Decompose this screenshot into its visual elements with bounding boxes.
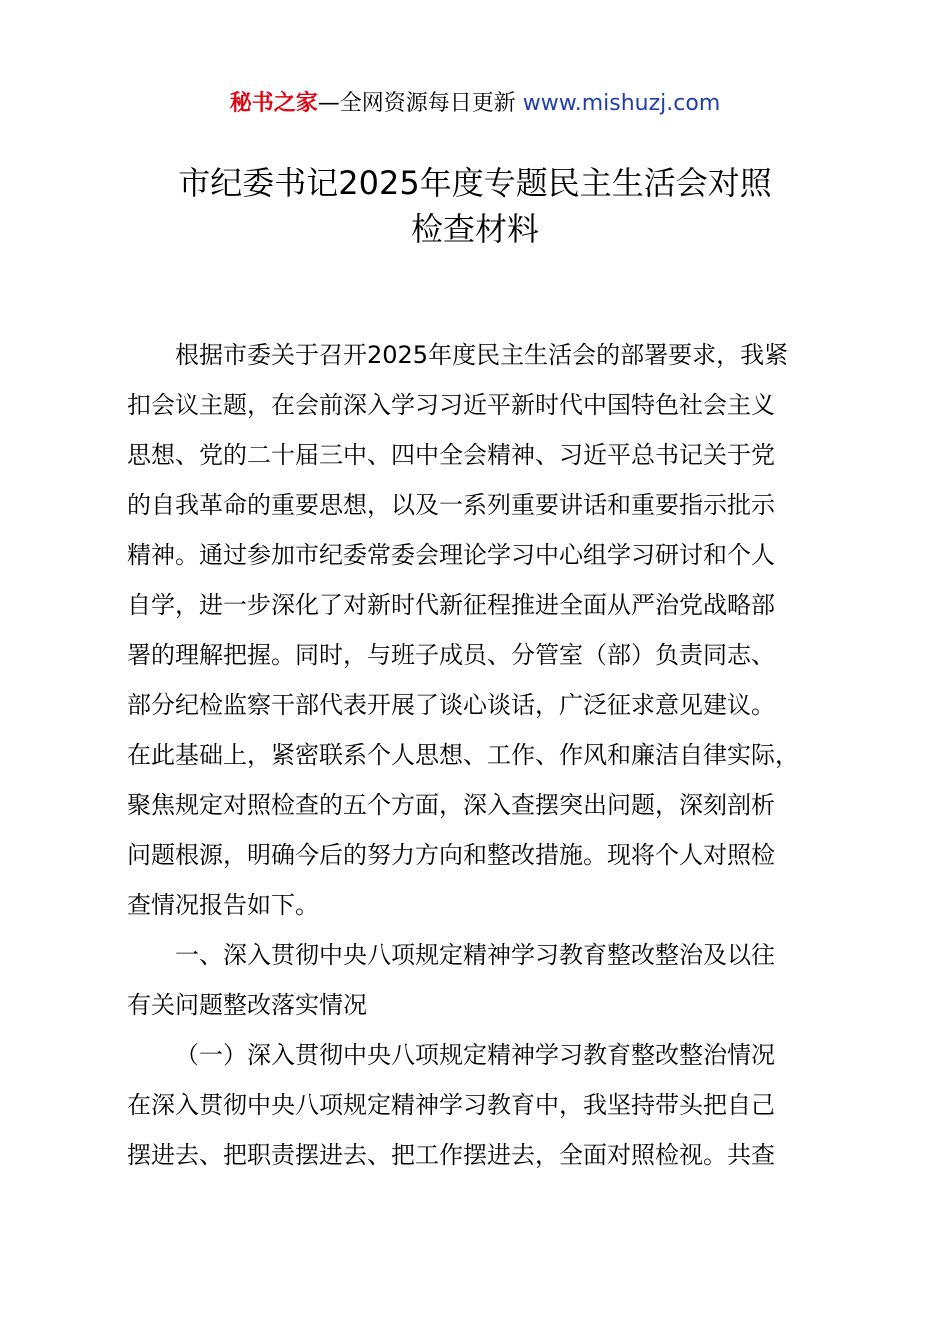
paragraph-1-line: 聚焦规定对照检查的五个方面，深入查摆突出问题，深刻剖析 bbox=[127, 791, 775, 819]
header-tagline: 全网资源每日更新 bbox=[339, 91, 516, 116]
paragraph-1-line: 根据市委关于召开2025年度民主生活会的部署要求，我紧 bbox=[175, 341, 789, 369]
document-body bbox=[127, 330, 837, 1180]
document-title bbox=[0, 160, 950, 252]
section-heading-line: 一、深入贯彻中央八项规定精神学习教育整改整治及以往 bbox=[175, 941, 775, 969]
paragraph-1-line: 在此基础上，紧密联系个人思想、工作、作风和廉洁自律实际， bbox=[127, 741, 799, 769]
paragraph-1-line: 署的理解把握。同时，与班子成员、分管室（部）负责同志、 bbox=[127, 641, 775, 669]
subsection-heading: （一）深入贯彻中央八项规定精神学习教育整改整治情况 bbox=[175, 1041, 775, 1069]
header-dash: — bbox=[317, 91, 340, 116]
paragraph-1-line: 问题根源，明确今后的努力方向和整改措施。现将个人对照检 bbox=[127, 841, 775, 869]
paragraph-1-line: 查情况报告如下。 bbox=[127, 891, 319, 919]
paragraph-1-line: 部分纪检监察干部代表开展了谈心谈话，广泛征求意见建议。 bbox=[127, 691, 775, 719]
paragraph-2-line: 摆进去、把职责摆进去、把工作摆进去，全面对照检视。共查 bbox=[127, 1141, 775, 1169]
title-line-2: 检查材料 bbox=[410, 210, 539, 248]
title-line-1: 市纪委书记2025年度专题民主生活会对照 bbox=[178, 164, 772, 202]
brand-name: 秘书之家 bbox=[229, 91, 318, 116]
paragraph-2-line: 在深入贯彻中央八项规定精神学习教育中，我坚持带头把自己 bbox=[127, 1091, 775, 1119]
section-heading-line: 有关问题整改落实情况 bbox=[127, 991, 367, 1019]
paragraph-1-line: 的自我革命的重要思想，以及一系列重要讲话和重要指示批示 bbox=[127, 491, 775, 519]
site-header bbox=[0, 88, 950, 120]
paragraph-1-line: 自学，进一步深化了对新时代新征程推进全面从严治党战略部 bbox=[127, 591, 775, 619]
paragraph-1-line: 精神。通过参加市纪委常委会理论学习中心组学习研讨和个人 bbox=[127, 541, 775, 569]
paragraph-1-line: 扣会议主题，在会前深入学习习近平新时代中国特色社会主义 bbox=[127, 391, 775, 419]
paragraph-1-line: 思想、党的二十届三中、四中全会精神、习近平总书记关于党 bbox=[127, 441, 775, 469]
site-url-link[interactable]: www.mishuzj.com bbox=[522, 91, 721, 116]
